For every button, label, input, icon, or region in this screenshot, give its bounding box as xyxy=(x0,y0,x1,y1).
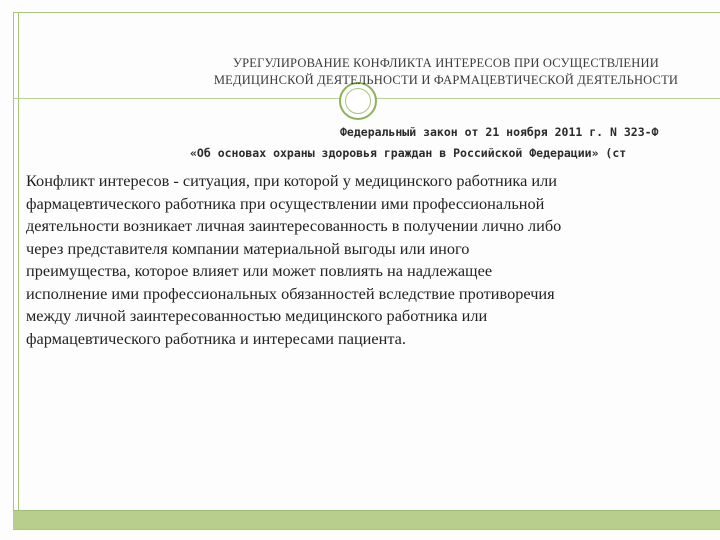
frame-bottom-line xyxy=(13,529,720,530)
frame-left-rail xyxy=(13,12,19,528)
definition-text xyxy=(26,170,706,350)
definition-line: преимущества, которое влияет или может повлиять на надлежащее xyxy=(26,261,493,280)
definition-line: между личной заинтересованностью медицинского работника или xyxy=(26,306,488,325)
definition-line: фармацевтического работника и интересами пациента. xyxy=(26,328,406,348)
slide-title-line-2: МЕДИЦИНСКОЙ ДЕЯТЕЛЬНОСТИ И ФАРМАЦЕВТИЧЕСКОЙ ДЕЯТЕЛЬНОСТИ xyxy=(213,73,679,87)
law-reference xyxy=(170,122,720,164)
frame-bottom-bar xyxy=(13,510,720,529)
law-reference-line-2: «Об основах охраны здоровья граждан в Российской Федерации» (ст xyxy=(190,146,627,160)
slide-title xyxy=(146,55,720,89)
slide-title-line-1: УРЕГУЛИРОВАНИЕ КОНФЛИКТА ИНТЕРЕСОВ ПРИ ОСУЩЕСТВЛЕНИИ xyxy=(233,56,659,70)
definition-line: Конфликт интересов - ситуация, при которой у медицинского работника или xyxy=(26,171,557,190)
definition-line: деятельности возникает личная заинтересованность в получении лично либо xyxy=(26,216,562,235)
definition-line: исполнение ими профессиональных обязанностей вследствие противоречия xyxy=(26,283,555,303)
definition-line: фармацевтического работника при осуществлении ими профессиональной xyxy=(26,193,545,213)
definition-line: через представителя компании материальной выгоды или иного xyxy=(26,238,470,258)
law-reference-line-1: Федеральный закон от 21 ноября 2011 г. N 323-Ф xyxy=(340,125,659,139)
